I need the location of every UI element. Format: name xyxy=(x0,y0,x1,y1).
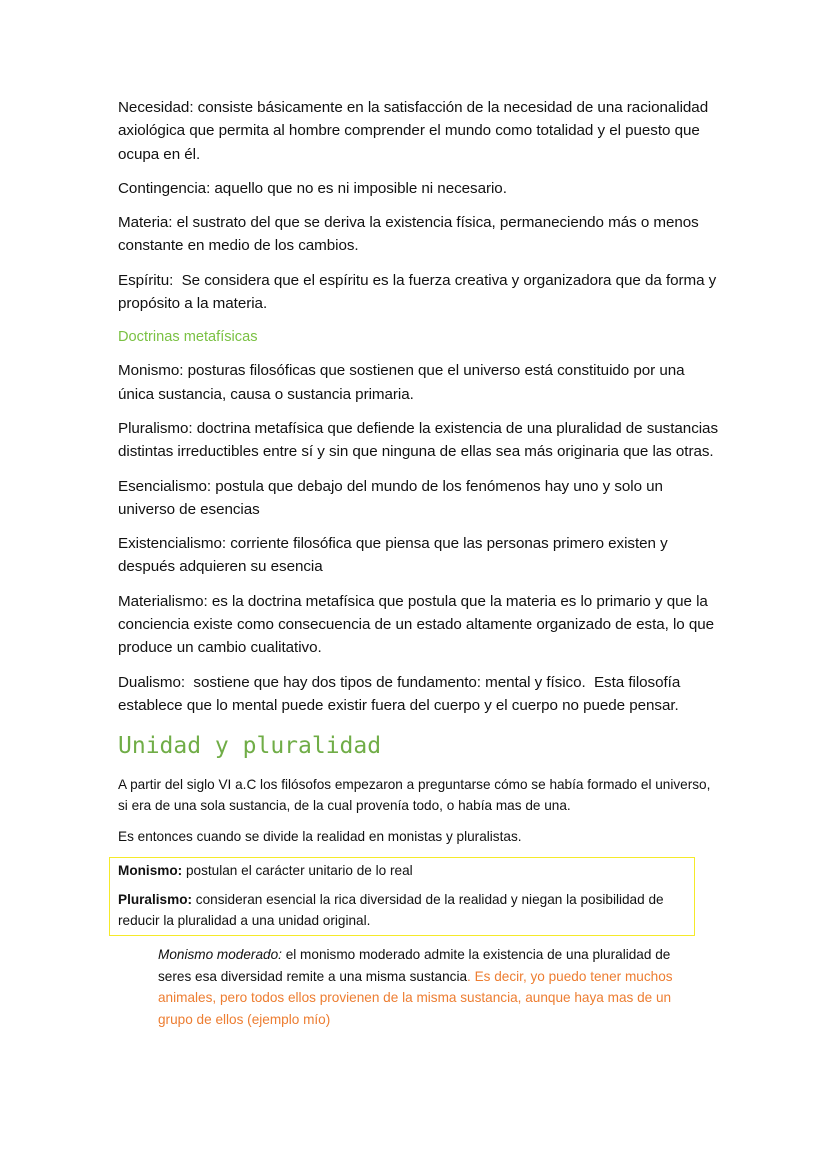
definition-text: posturas filosóficas que sostienen que el universo está constituido por una única sustancia, causa o sustancia primaria. xyxy=(118,362,685,403)
paragraph-division: Es entonces cuando se divide la realidad en monistas y pluralistas. xyxy=(118,829,522,845)
doctrines-list xyxy=(118,359,718,717)
definition-materia: Materia: el sustrato del que se deriva la existencia física, permaneciendo más o menos constante en medio de los cambios. xyxy=(118,214,699,255)
personal-note: . Es decir, yo puedo tener muchos animales, pero todos ellos provienen de la misma sustancia, aunque haya mas de un grupo de ellos (ejemplo mío) xyxy=(158,968,673,1027)
doctrine-monismo: Monismo: posturas filosóficas que sostienen que el universo está constituido por una única sustancia, causa o sustancia primaria. xyxy=(118,362,685,403)
box-monismo xyxy=(118,860,686,881)
definition-text: consideran esencial la rica diversidad de la realidad y niegan la posibilidad de reducir la pluralidad a una unidad original. xyxy=(118,892,664,929)
box-pluralismo xyxy=(118,889,686,931)
term: Monismo xyxy=(118,362,180,380)
term: Monismo: xyxy=(118,863,183,879)
definition-text: el monismo moderado admite la existencia de una pluralidad de seres esa diversidad remite a una misma sustancia xyxy=(158,947,671,984)
paragraph-intro: A partir del siglo VI a.C los filósofos empezaron a preguntarse cómo se había formado el universo, si era de una sola sustancia, de la cual provenía todo, o había mas de una. xyxy=(118,777,711,814)
section-title: Unidad y pluralidad xyxy=(118,733,382,760)
definition-espiritu: Espíritu: Se considera que el espíritu es la fuerza creativa y organizadora que da forma y propósito a la materia. xyxy=(118,271,721,313)
definition-text: aquello que no es ni imposible ni necesario. xyxy=(214,179,507,197)
document-content xyxy=(118,96,721,1030)
definition-text: doctrina metafísica que defiende la existencia de una pluralidad de sustancias distintas irreductibles entre sí y sin que ninguna de ellas sea más originaria que las otras. xyxy=(118,419,718,461)
definitions-top xyxy=(118,96,721,315)
term: Materia xyxy=(118,214,169,232)
term: Pluralismo: xyxy=(118,892,193,908)
term: Pluralismo xyxy=(118,419,189,437)
definition-text: es la doctrina metafísica que postula que la materia es lo primario y que la conciencia existe como consecuencia de un estado altamente organizado de esta, lo que produce un cambio cualitativo. xyxy=(118,592,715,657)
term: Contingencia xyxy=(118,179,207,197)
definition-text: corriente filosófica que piensa que las personas primero existen y después adquieren su esencia xyxy=(118,535,668,576)
doctrine-pluralismo: Pluralismo: doctrina metafísica que defiende la existencia de una pluralidad de sustancias distintas irreductibles entre sí y sin que ninguna de ellas sea más originaria que las otras. xyxy=(118,419,718,461)
doctrine-materialismo: Materialismo: es la doctrina metafísica que postula que la materia es lo primario y que la conciencia existe como consecuencia de un estado altamente organizado de esta, lo que produce un cambio cualitativo. xyxy=(118,592,715,657)
definition-text: postula que debajo del mundo de los fenómenos hay uno y solo un universo de esencias xyxy=(118,477,663,518)
doctrine-esencialismo: Esencialismo: postula que debajo del mundo de los fenómenos hay uno y solo un universo de esencias xyxy=(118,477,663,518)
subheading-doctrinas: Doctrinas metafísicas xyxy=(118,329,258,346)
definition-text: postulan el carácter unitario de lo real xyxy=(182,863,413,879)
term: Esencialismo xyxy=(118,477,207,495)
term: Materialismo xyxy=(118,592,204,610)
doctrine-existencialismo: Existencialismo: corriente filosófica que piensa que las personas primero existen y después adquieren su esencia xyxy=(118,535,668,576)
monismo-moderado xyxy=(158,944,698,1030)
doctrine-dualismo: Dualismo: sostiene que hay dos tipos de fundamento: mental y físico. Esta filosofía establece que lo mental puede existir fuera del cuerpo y el cuerpo no puede pensar. xyxy=(118,673,685,714)
definition-text: el sustrato del que se deriva la existencia física, permaneciendo más o menos constante en medio de los cambios. xyxy=(118,214,699,255)
definition-text: sostiene que hay dos tipos de fundamento: mental y físico. Esta filosofía establece que lo mental puede existir fuera del cuerpo y el cuerpo no puede pensar. xyxy=(118,673,685,714)
definition-necesidad: Necesidad: consiste básicamente en la satisfacción de la necesidad de una racionalidad axiológica que permita al hombre comprender el mundo como totalidad y el puesto que ocupa en él. xyxy=(118,99,709,163)
definition-text: consiste básicamente en la satisfacción de la necesidad de una racionalidad axiológica que permita al hombre comprender el mundo como totalidad y el puesto que ocupa en él. xyxy=(118,99,709,163)
highlight-box xyxy=(109,857,695,936)
term: Dualismo xyxy=(118,673,181,691)
definition-text: Se considera que el espíritu es la fuerza creativa y organizadora que da forma y propósito a la materia. xyxy=(118,271,721,313)
term: Necesidad xyxy=(118,99,190,116)
term: Espíritu xyxy=(118,271,170,289)
definition-contingencia: Contingencia: aquello que no es ni imposible ni necesario. xyxy=(118,179,507,197)
term: Existencialismo xyxy=(118,535,222,553)
term: Monismo moderado: xyxy=(158,947,282,963)
